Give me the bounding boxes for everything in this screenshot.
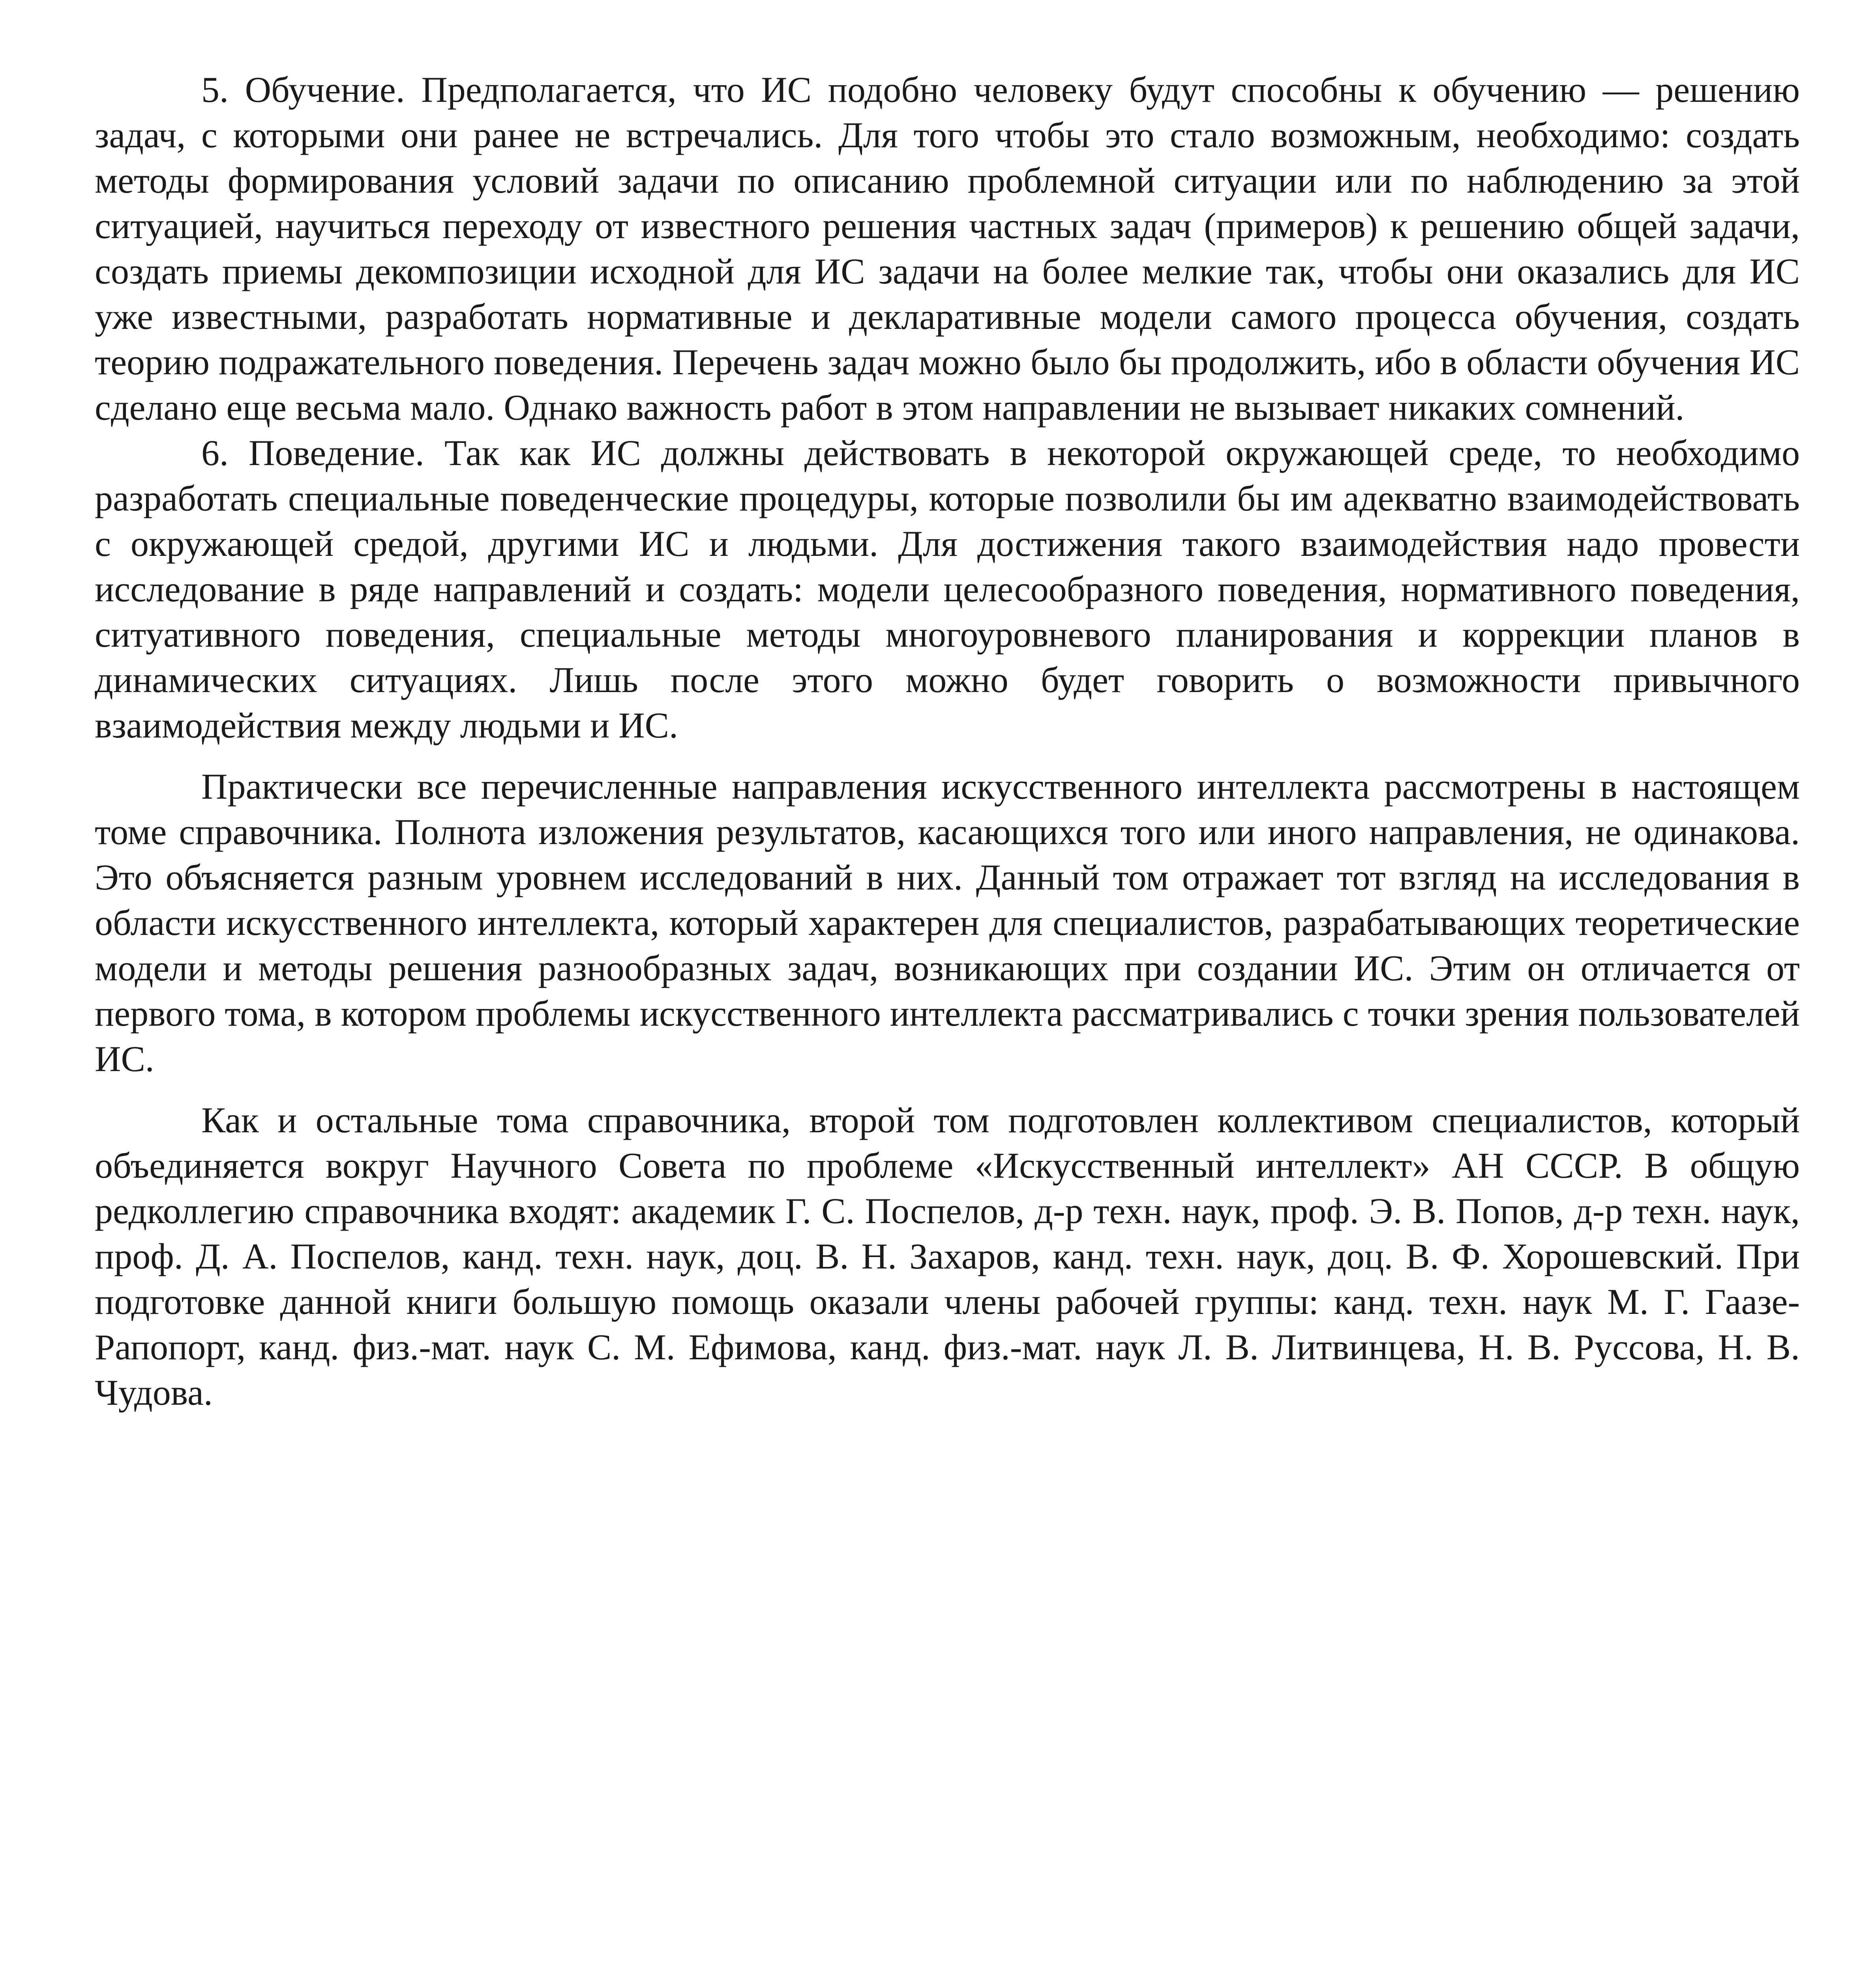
paragraph-coverage: Практически все перечисленные направления искусственного интеллекта рассмотрены в настоящем томе справочника. Полнота изложения результатов, касающихся того или иного направления, не одинакова. Это объясняется разным уровнем исследований в них. Данный том отражает тот взгляд на исследования в области искусственного интеллекта, который характерен для специалистов, разрабатывающих теоретические модели и методы решения разнообразных задач, возникающих при создании ИС. Этим он отличается от первого тома, в котором проблемы искусственного интеллекта рассматривались с точки зрения пользователей ИС. bbox=[95, 766, 1800, 1079]
page-body bbox=[95, 67, 1800, 1415]
paragraph-editorial-board: Как и остальные тома справочника, второй том подготовлен коллективом специалистов, который объединяется вокруг Научного Совета по проблеме «Искусственный интеллект» АН СССР. В общую редколлегию справочника входят: академик Г. С. Поспелов, д-р техн. наук, проф. Э. В. Попов, д-р техн. наук, проф. Д. А. Поспелов, канд. техн. наук, доц. В. Н. Захаров, канд. техн. наук, доц. В. Ф. Хорошевский. При подготовке данной книги большую помощь оказали члены рабочей группы: канд. техн. наук М. Г. Гаазе-Рапопорт, канд. физ.-мат. наук С. М. Ефимова, канд. физ.-мат. наук Л. В. Литвинцева, Н. В. Руссова, Н. В. Чудова. bbox=[95, 1100, 1800, 1413]
paragraph-behavior: 6. Поведение. Так как ИС должны действовать в некоторой окружающей среде, то необходимо разработать специальные поведенческие процедуры, которые позволили бы им адекватно взаимодействовать с окружающей средой, другими ИС и людьми. Для достижения такого взаимодействия надо провести исследование в ряде направлений и создать: модели целесообразного поведения, нормативного поведения, ситуативного поведения, специальные методы многоуровневого планирования и коррекции планов в динамических ситуациях. Лишь после этого можно будет говорить о возможности привычного взаимодействия между людьми и ИС. bbox=[95, 433, 1800, 745]
paragraph-learning: 5. Обучение. Предполагается, что ИС подобно человеку будут способны к обучению — решению задач, с которыми они ранее не встречались. Для того чтобы это стало возможным, необходимо: создать методы формирования условий задачи по описанию проблемной ситуации или по наблюдению за этой ситуацией, научиться переходу от известного решения частных задач (примеров) к решению общей задачи, создать приемы декомпозиции исходной для ИС задачи на более мелкие так, чтобы они оказались для ИС уже известными, разработать нормативные и декларативные модели самого процесса обучения, создать теорию подражательного поведения. Перечень задач можно было бы продолжить, ибо в области обучения ИС сделано еще весьма мало. Однако важность работ в этом направлении не вызывает никаких сомнений. bbox=[95, 69, 1800, 428]
